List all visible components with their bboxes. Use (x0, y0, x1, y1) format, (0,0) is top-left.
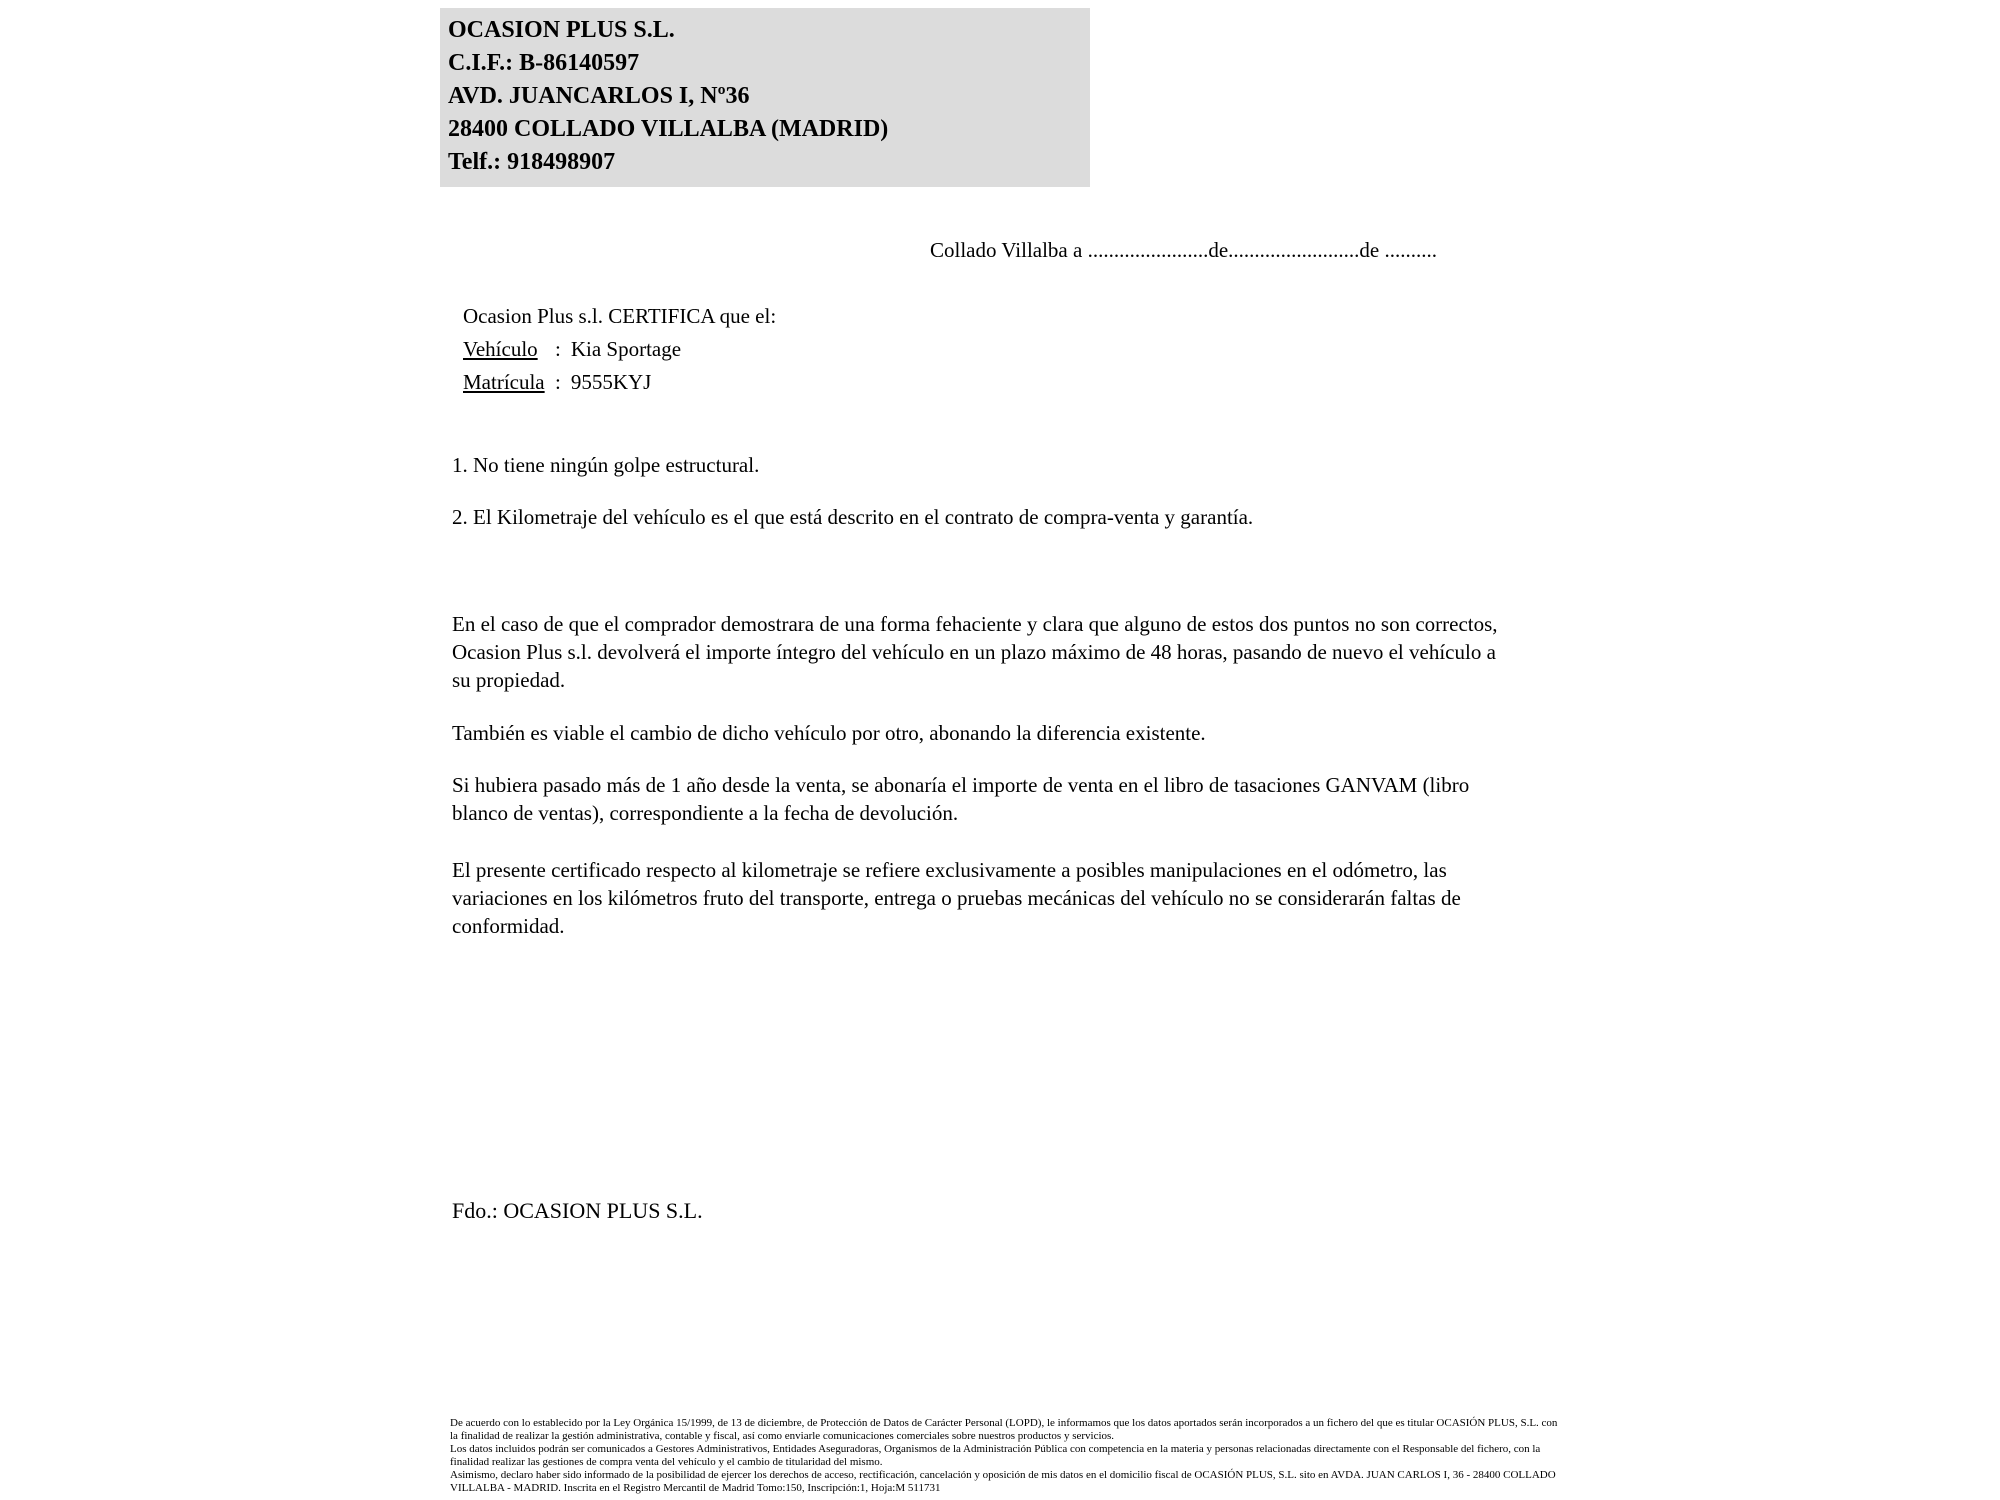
plate-label: Matrícula (463, 370, 545, 394)
company-cif: C.I.F.: B-86140597 (448, 50, 640, 76)
plate-field (463, 366, 776, 399)
lopd-paragraph: De acuerdo con lo establecido por la Ley Orgánica 15/1999, de 13 de diciembre, de Protección de Datos de Carácter Personal (LOPD), le informamos que los datos aportados serán incorporados a un fichero del que es titular OCASIÓN PLUS, S.L. con la finalidad de realizar la gestión administrativa, contable y fiscal, así como enviarle comunicaciones comerciales sobre nuestros productos y servicios. (450, 1417, 1558, 1442)
odometer-paragraph: El presente certificado respecto al kilometraje se refiere exclusivamente a posibles manipulaciones en el odómetro, las variaciones en los kilómetros fruto del transporte, entrega o pruebas mecánicas del vehículo no se considerarán faltas de conformidad. (452, 858, 1461, 938)
plate-value: 9555KYJ (570, 370, 652, 394)
ganvam-paragraph: Si hubiera pasado más de 1 año desde la venta, se abonaría el importe de venta en el libro de tasaciones GANVAM (libro blanco de ventas), correspondiente a la fecha de devolución. (452, 773, 1470, 825)
certified-point-2: 2. El Kilometraje del vehículo es el que está descrito en el contrato de compra-venta y garantía. (452, 505, 1254, 529)
date-line: Collado Villalba a .......................de.........................de .......... (930, 238, 1437, 262)
company-phone: Telf.: 918498907 (448, 149, 616, 175)
rights-registry-paragraph: Asimismo, declaro haber sido informado de la posibilidad de ejercer los derechos de acceso, rectificación, cancelación y oposición de mis datos en el domicilio fiscal de OCASIÓN PLUS, S.L. sito en AVDA. JUAN CARLOS I, 36 - 28400 COLLADO VILLALBA - MADRID. Inscrita en el Registro Mercantil de Madrid Tomo:150, Inscripción:1, Hoja:M 511731 (450, 1469, 1556, 1494)
data-sharing-paragraph: Los datos incluidos podrán ser comunicados a Gestores Administrativos, Entidades Aseguradoras, Organismos de la Administración Pública con competencia en la materia y personas relacionadas directamente con el Responsable del fichero, con la finalidad realizar las gestiones de compra venta del vehículo y el cambio de titularidad del mismo. (450, 1443, 1541, 1468)
exchange-paragraph: También es viable el cambio de dicho vehículo por otro, abonando la diferencia existente. (452, 721, 1206, 745)
company-name: OCASION PLUS S.L. (448, 17, 675, 43)
company-address: AVD. JUANCARLOS I, Nº36 (448, 83, 750, 109)
refund-paragraph: En el caso de que el comprador demostrara de una forma fehaciente y clara que alguno de estos dos puntos no son correctos, Ocasion Plus s.l. devolverá el importe íntegro del vehículo en un plazo máximo de 48 horas, pasando de nuevo el vehículo a su propiedad. (452, 612, 1498, 692)
vehicle-value: Kia Sportage (570, 337, 682, 361)
certified-point-1: 1. No tiene ningún golpe estructural. (452, 453, 760, 477)
vehicle-separator: : (555, 337, 561, 361)
legal-footer (450, 1417, 1560, 1495)
plate-separator: : (555, 370, 561, 394)
signature-line: Fdo.: OCASION PLUS S.L. (452, 1198, 703, 1223)
vehicle-field (463, 333, 776, 366)
certification-intro: Ocasion Plus s.l. CERTIFICA que el: (463, 304, 777, 328)
vehicle-label: Vehículo (463, 337, 538, 361)
company-header-box (440, 8, 1090, 187)
certification-block (463, 300, 776, 399)
company-city: 28400 COLLADO VILLALBA (MADRID) (448, 116, 889, 142)
